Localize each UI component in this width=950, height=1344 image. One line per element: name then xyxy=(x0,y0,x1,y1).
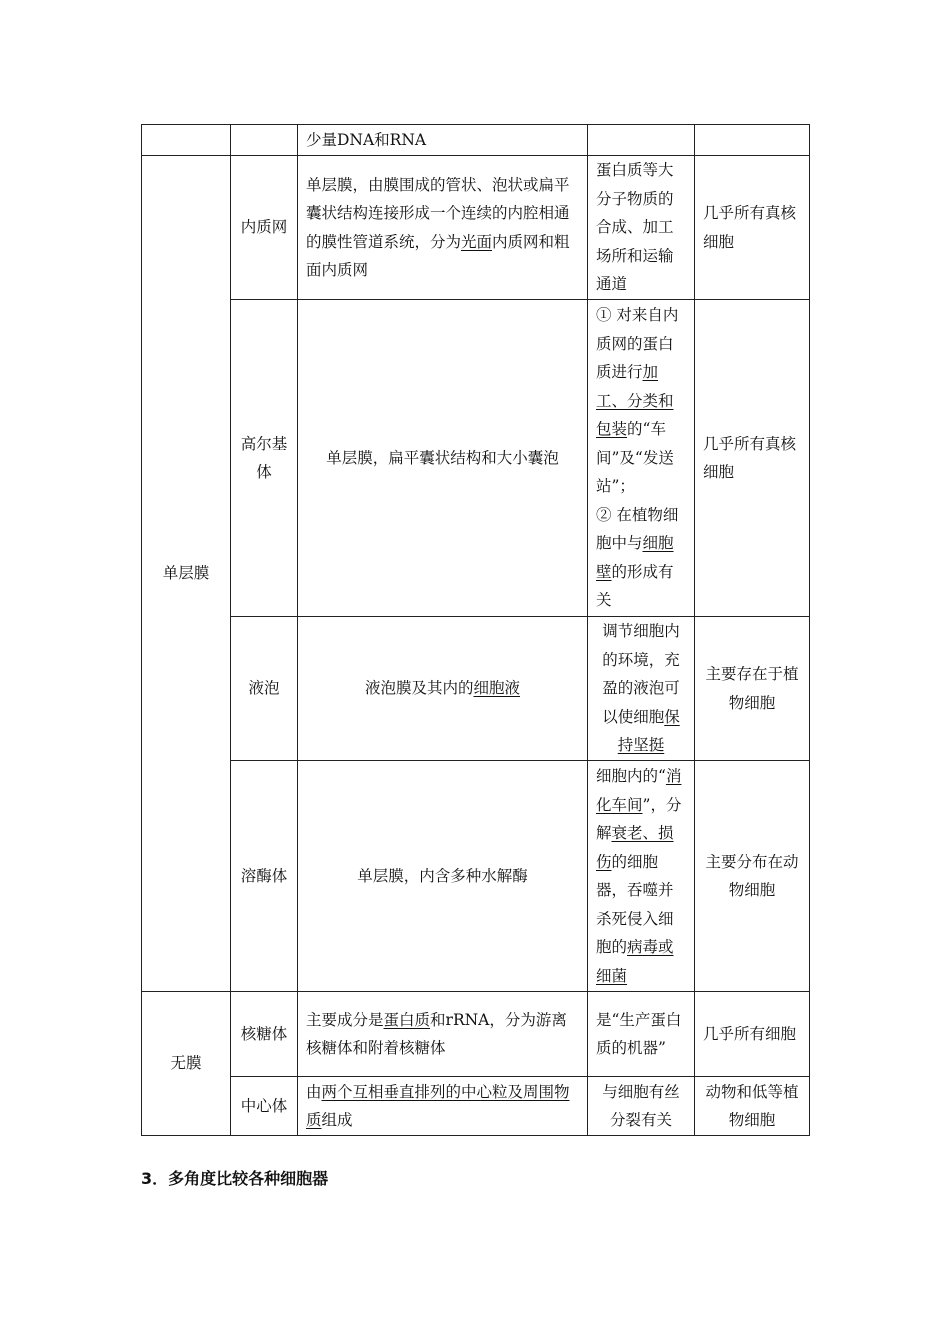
distribution-cell-empty xyxy=(695,125,810,156)
function-text: 的细胞器，吞噬并杀死侵入细胞的 xyxy=(596,852,674,956)
group-cell-empty xyxy=(142,125,231,156)
structure-cell xyxy=(298,617,588,761)
table-row xyxy=(142,761,810,992)
function-text: 调节细胞内的环境，充盈的液泡可以使细胞 xyxy=(602,622,680,726)
function-underlined-text: 衰老、损伤 xyxy=(596,824,674,871)
structure-underlined-text: 细胞液 xyxy=(473,679,521,698)
table-row xyxy=(142,617,810,761)
distribution-cell: 几乎所有真核细胞 xyxy=(695,300,810,617)
distribution-cell: 动物和低等植物细胞 xyxy=(695,1077,810,1136)
function-text: 细胞内的“ xyxy=(596,767,666,785)
structure-underlined-text: 蛋白质 xyxy=(383,1010,431,1029)
function-text: ”，分解 xyxy=(596,795,682,842)
function-text: ② 在植物细胞中与 xyxy=(596,505,679,553)
function-underlined-text: 病毒或细菌 xyxy=(596,938,674,985)
distribution-cell: 几乎所有细胞 xyxy=(695,992,810,1077)
function-cell-empty xyxy=(588,125,695,156)
structure-cell: 单层膜，内含多种水解酶 xyxy=(298,761,588,992)
structure-text: 由 xyxy=(306,1082,322,1101)
function-cell xyxy=(588,300,695,617)
structure-text: 内质网和粗面内质网 xyxy=(306,232,570,279)
function-cell xyxy=(588,761,695,992)
group-cell-no-membrane: 无膜 xyxy=(142,992,231,1136)
function-cell xyxy=(588,617,695,761)
distribution-cell: 主要存在于植物细胞 xyxy=(695,617,810,761)
section-heading: 3．多角度比较各种细胞器 xyxy=(141,1169,329,1188)
structure-cell xyxy=(298,156,588,300)
table-row xyxy=(142,300,810,617)
structure-text: 组成 xyxy=(321,1111,353,1129)
function-cell: 与细胞有丝分裂有关 xyxy=(588,1077,695,1136)
structure-text: 主要成分是 xyxy=(306,1010,384,1029)
function-cell: 蛋白质等大分子物质的合成、加工场所和运输通道 xyxy=(588,156,695,300)
structure-text: 单层膜，由膜围成的管状、泡状或扁平囊状结构连接形成一个连续的内腔相通的膜性管道系统，分为 xyxy=(306,175,570,251)
organelle-name-cell: 溶酶体 xyxy=(231,761,298,992)
organelle-name-cell: 液泡 xyxy=(231,617,298,761)
table-row xyxy=(142,156,810,300)
organelle-name-cell: 高尔基体 xyxy=(231,300,298,617)
distribution-cell: 主要分布在动物细胞 xyxy=(695,761,810,992)
organelle-name-cell: 中心体 xyxy=(231,1077,298,1136)
structure-cell xyxy=(298,1077,588,1136)
function-text: 的“车间”及“发送站”； xyxy=(596,420,674,496)
organelle-name-cell: 核糖体 xyxy=(231,992,298,1077)
group-cell-single-membrane: 单层膜 xyxy=(142,156,231,992)
distribution-cell: 几乎所有真核细胞 xyxy=(695,156,810,300)
structure-text: 和rRNA，分为游离核糖体和附着核糖体 xyxy=(306,1010,567,1057)
organelle-comparison-table xyxy=(141,124,810,1136)
structure-underlined-text: 两个互相垂直排列的中心粒及周围物质 xyxy=(306,1082,570,1129)
organelle-name-cell: 内质网 xyxy=(231,156,298,300)
function-text: 的形成有关 xyxy=(596,562,674,610)
function-underlined-text: 加工、分类和包装 xyxy=(596,363,674,439)
structure-cell: 单层膜，扁平囊状结构和大小囊泡 xyxy=(298,300,588,617)
function-underlined-text: 消化车间 xyxy=(596,767,682,814)
table-row xyxy=(142,992,810,1077)
function-cell: 是“生产蛋白质的机器” xyxy=(588,992,695,1077)
structure-cell xyxy=(298,992,588,1077)
structure-text: 液泡膜及其内的 xyxy=(364,679,474,698)
structure-underlined-text: 光面 xyxy=(461,232,493,251)
table-row xyxy=(142,125,810,156)
structure-cell: 少量DNA和RNA xyxy=(298,125,588,156)
table-row xyxy=(142,1077,810,1136)
function-text: ① 对来自内质网的蛋白质进行 xyxy=(596,306,679,382)
function-underlined-text: 保持坚挺 xyxy=(617,707,680,755)
function-underlined-text: 细胞壁 xyxy=(596,534,674,581)
name-cell-empty xyxy=(231,125,298,156)
